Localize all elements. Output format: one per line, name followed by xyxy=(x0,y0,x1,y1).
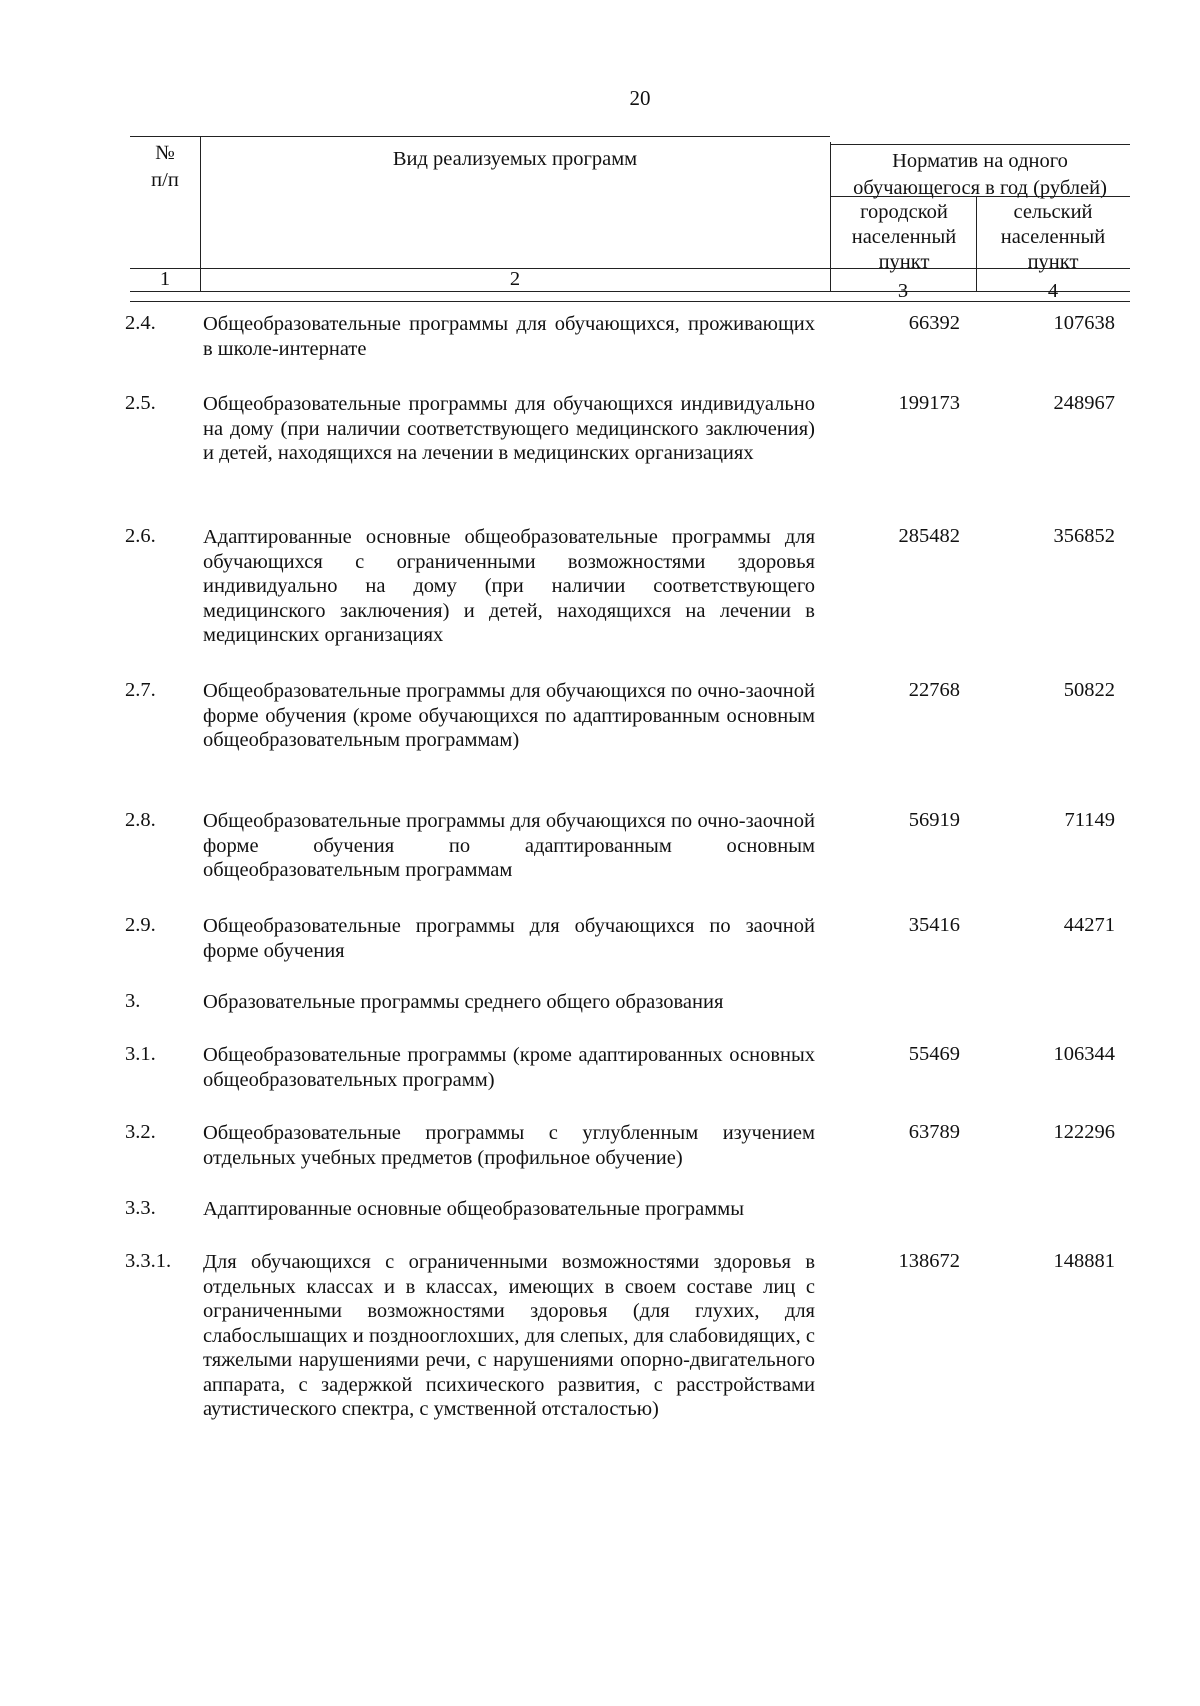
row-description: Для обучающихся с ограниченными возможностями здоровья в отдельных классах и в классах, имеющих в своем составе лиц с ограниченными возможностями здоровья (для глухих, для слабослышащих и позднооглохших, для слепых, для слабовидящих, с тяжелыми нарушениями речи, с нарушениями опорно-двигательного аппарата, с задержкой психического развития, с расстройствами аутистического спектра, с умственной отсталостью) xyxy=(203,1251,815,1420)
row-description: Общеобразовательные программы для обучающихся по заочной форме обучения xyxy=(203,915,815,962)
row-rural-value: 107638 xyxy=(1053,312,1115,334)
row-number: 3.2. xyxy=(125,1121,156,1143)
row-rural-value: 356852 xyxy=(1053,525,1115,547)
row-rural-value: 122296 xyxy=(1053,1121,1115,1143)
row-description: Образовательные программы среднего общего образования xyxy=(203,991,724,1013)
row-urban-value: 22768 xyxy=(908,679,960,701)
row-description: Общеобразовательные программы для обучающихся, проживающих в школе-интернате xyxy=(203,313,815,360)
row-description: Адаптированные основные общеобразовательные программы xyxy=(203,1198,744,1220)
row-number: 2.5. xyxy=(125,392,156,414)
row-urban-value: 35416 xyxy=(908,914,960,936)
row-number: 2.7. xyxy=(125,679,156,701)
header-col-urban: городской населенный пункт xyxy=(851,201,957,273)
header-top-rule-right xyxy=(830,144,1130,145)
row-rural-value: 50822 xyxy=(1063,679,1115,701)
header-top-rule-left xyxy=(130,136,830,137)
row-number: 2.6. xyxy=(125,525,156,547)
row-urban-value: 55469 xyxy=(908,1043,960,1065)
row-rural-value: 106344 xyxy=(1053,1043,1115,1065)
row-urban-value: 63789 xyxy=(908,1121,960,1143)
header-index-3: 3 xyxy=(897,280,909,302)
row-description: Общеобразовательные программы (кроме адаптированных основных общеобразовательных программ) xyxy=(203,1044,815,1091)
row-urban-value: 56919 xyxy=(908,809,960,831)
header-index-2: 2 xyxy=(509,268,521,290)
header-col-rural: сельский населенный пункт xyxy=(1000,201,1106,273)
header-index-4: 4 xyxy=(1047,280,1059,302)
row-urban-value: 199173 xyxy=(898,392,960,414)
row-number: 3.1. xyxy=(125,1043,156,1065)
row-description: Общеобразовательные программы с углубленным изучением отдельных учебных предметов (профильное обучение) xyxy=(203,1122,815,1169)
row-rural-value: 71149 xyxy=(1064,809,1115,831)
header-col-num: № п/п xyxy=(151,142,179,191)
row-number: 3. xyxy=(125,990,141,1012)
row-number: 2.4. xyxy=(125,312,156,334)
row-rural-value: 44271 xyxy=(1063,914,1115,936)
row-rural-value: 248967 xyxy=(1053,392,1115,414)
header-col-norm: Норматив на одного обучающегося в год (рублей) xyxy=(853,150,1107,199)
row-description: Адаптированные основные общеобразовательные программы для обучающихся с ограниченными возможностями здоровья индивидуально на дому (при наличии соответствующего медицинского заключения) и детей, находящихся на лечении в медицинских организациях xyxy=(203,526,815,646)
row-description: Общеобразовательные программы для обучающихся индивидуально на дому (при наличии соответствующего медицинского заключения) и детей, находящихся на лечении в медицинских организациях xyxy=(203,393,815,464)
row-number: 3.3.1. xyxy=(125,1250,172,1272)
row-urban-value: 285482 xyxy=(898,525,960,547)
page-number: 20 xyxy=(629,86,651,110)
row-description: Общеобразовательные программы для обучающихся по очно-заочной форме обучения (кроме обучающихся по адаптированным основным общеобразовательным программам) xyxy=(203,680,815,751)
row-urban-value: 66392 xyxy=(908,312,960,334)
row-urban-value: 138672 xyxy=(898,1250,960,1272)
row-number: 2.8. xyxy=(125,809,156,831)
header-index-1: 1 xyxy=(159,268,171,290)
table-header xyxy=(0,0,1200,310)
row-number: 3.3. xyxy=(125,1197,156,1219)
header-col-type: Вид реализуемых программ xyxy=(392,148,638,170)
row-description: Общеобразовательные программы для обучающихся по очно-заочной форме обучения по адаптированным основным общеобразовательным программам xyxy=(203,810,815,881)
row-rural-value: 148881 xyxy=(1053,1250,1115,1272)
row-number: 2.9. xyxy=(125,914,156,936)
